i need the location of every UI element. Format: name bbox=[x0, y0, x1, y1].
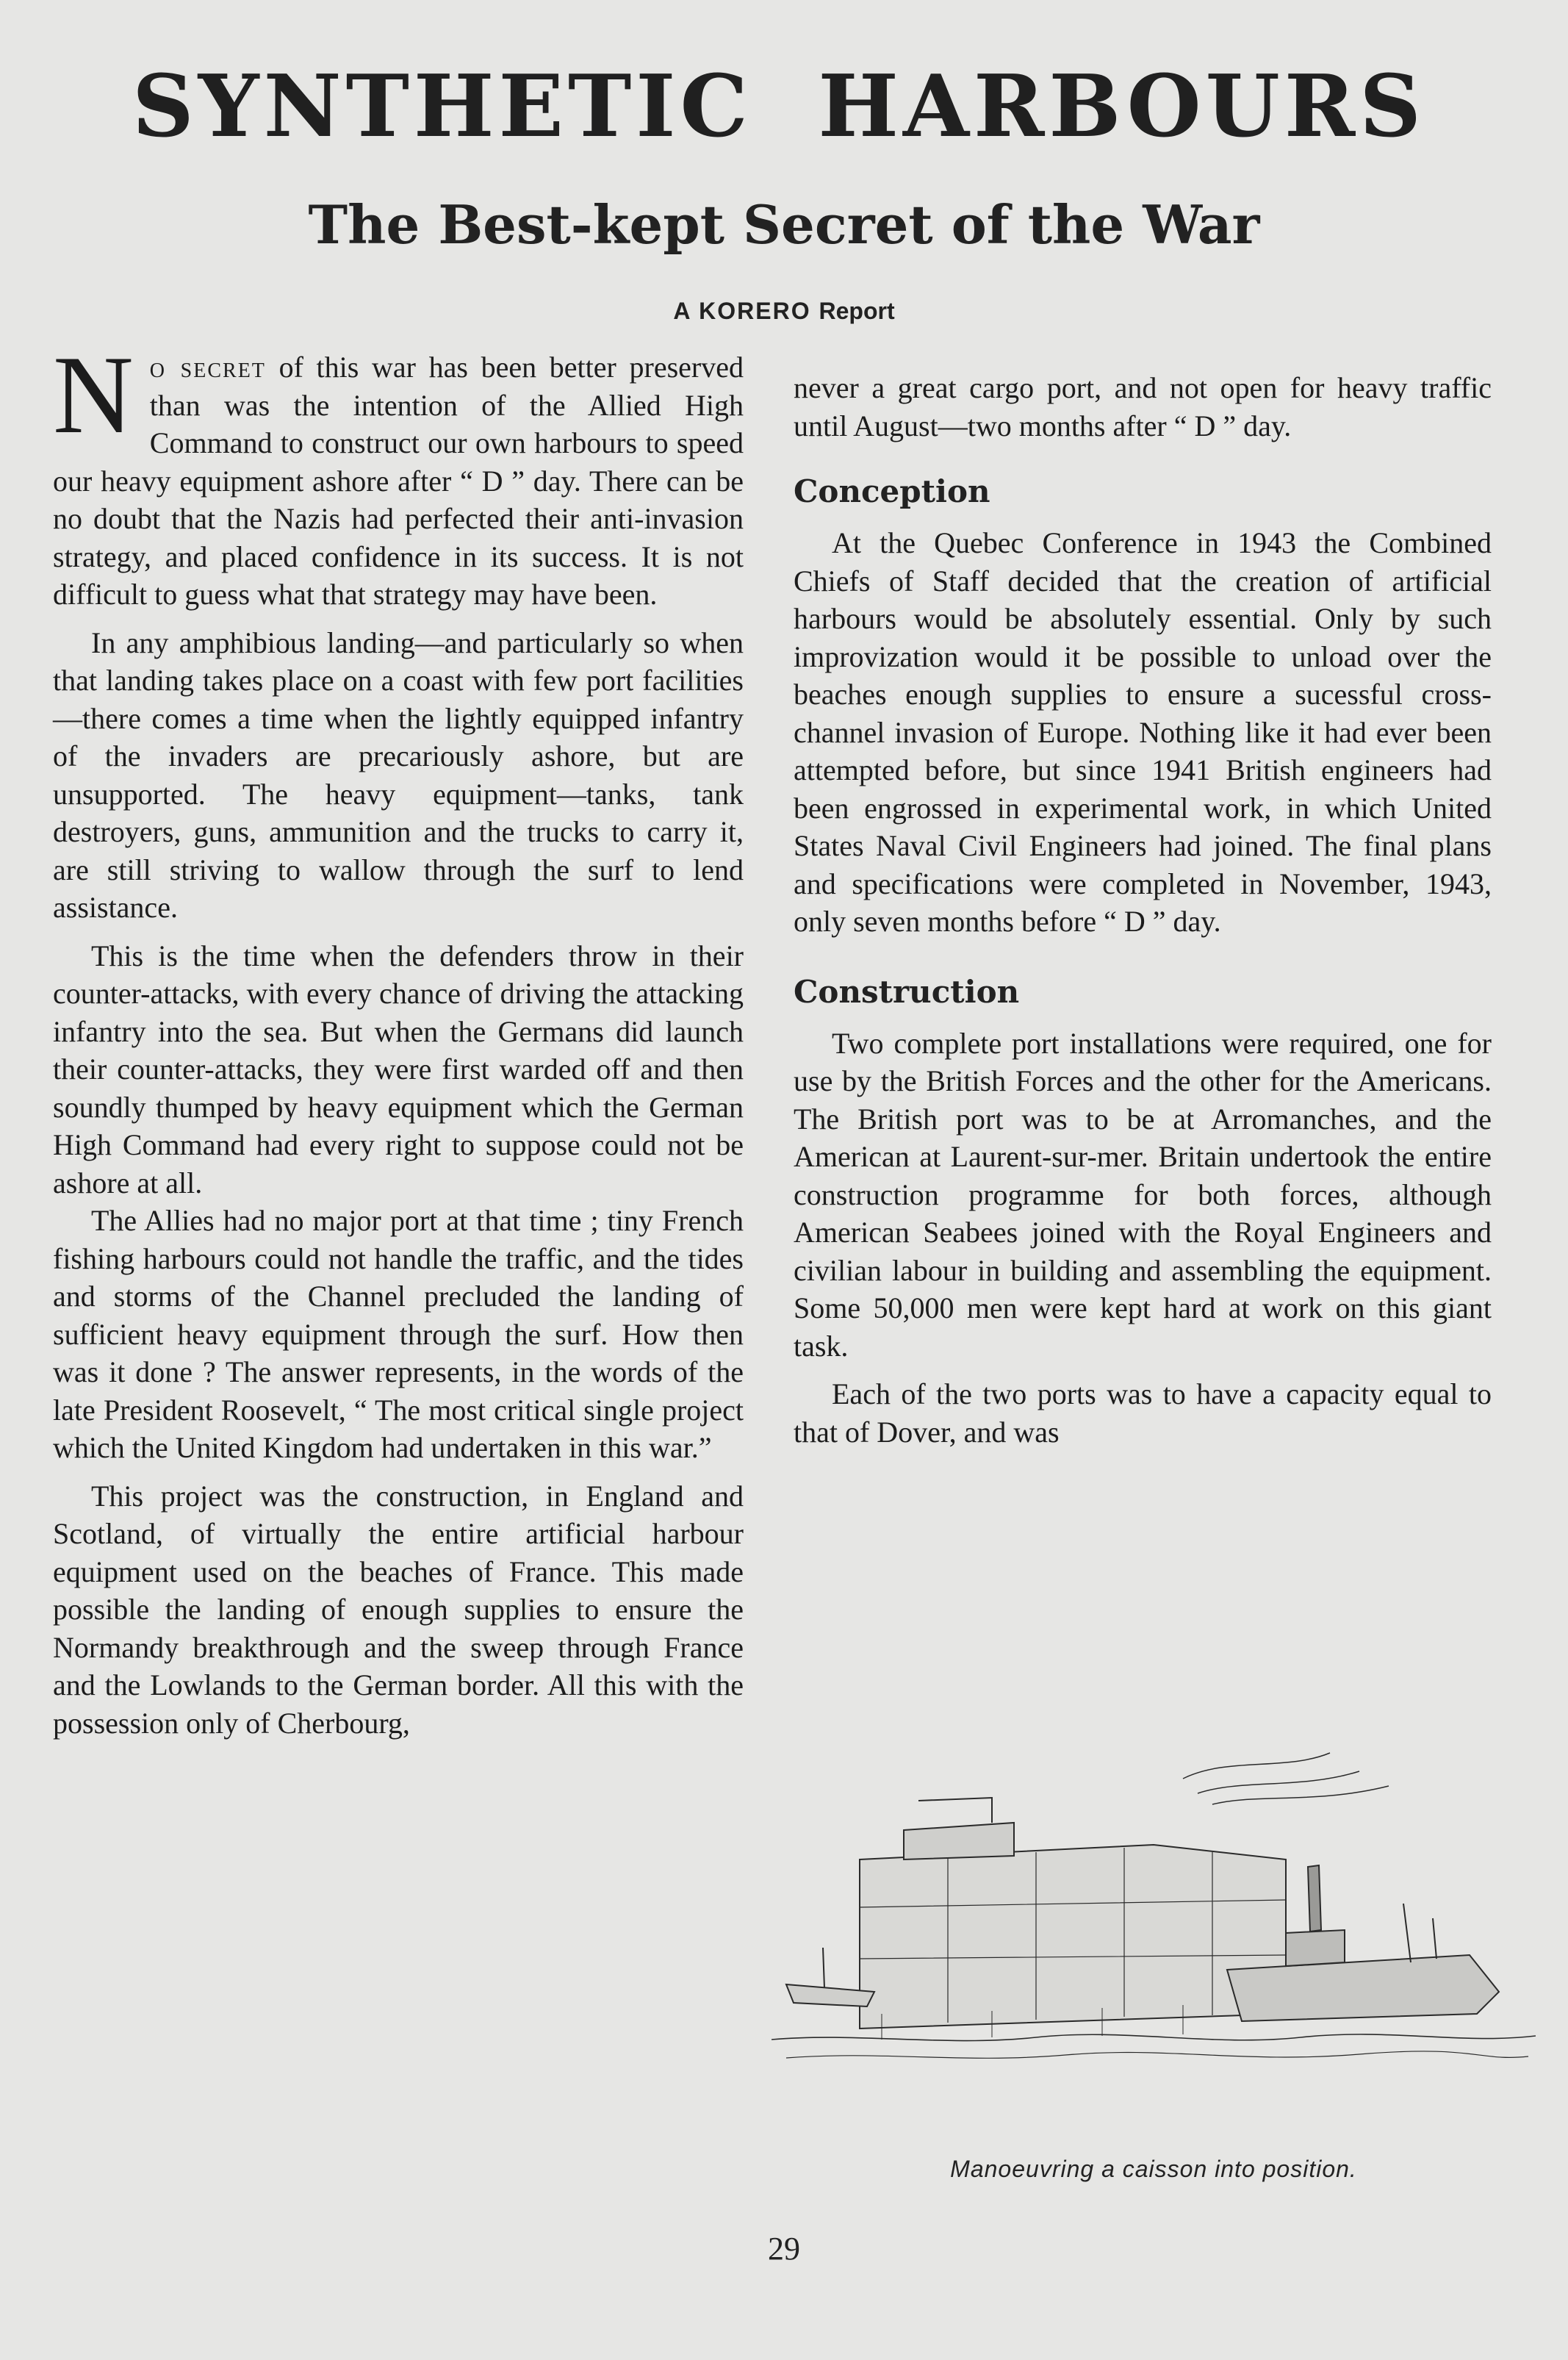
headline-word-2: HARBOURS bbox=[818, 57, 1425, 157]
section-heading-conception: Conception bbox=[794, 473, 990, 509]
right-column bbox=[794, 369, 1492, 1451]
caisson-illustration bbox=[772, 1749, 1536, 2080]
byline-publication: A KORERO bbox=[673, 298, 811, 324]
paragraph: Two complete port installations were required, one for use by the British Forces and the other for the Americans. The British port was to be at Arromanches, and the American at Laurent-sur-mer. Britain undertook the entire construction programme for both forces, although American Seabees joined with the Royal Engineers and civilian labour in building and assembling the equipment. Some 50,000 men were kept hard at work on this giant task. bbox=[794, 1026, 1492, 1363]
paragraph: This is the time when the defenders throw in their counter-attacks, with every chance of driving the attacking infantry into the sea. But when the Germans did launch their counter-attacks, they were first warded off and then soundly thumped by heavy equipment which the German High Command had every right to suppose could not be ashore at all. bbox=[53, 939, 744, 1199]
section-heading-construction: Construction bbox=[794, 973, 1020, 1010]
paragraph: At the Quebec Conference in 1943 the Combined Chiefs of Staff decided that the creation of artificial harbours would be absolutely essential. Only by such improvization would it be possible to unload over the beaches enough supplies to ensure a sucessful cross-channel invasion of Europe. Nothing like it had ever been attempted before, but since 1941 British engineers had been engrossed in experimental work, in which United States Naval Civil Engineers had joined. The final plans and specifications were completed in November, 1943, only seven months before “ D ” day. bbox=[794, 526, 1492, 938]
byline-report: Report bbox=[819, 298, 895, 324]
headline-word-1: SYNTHETIC bbox=[132, 57, 752, 157]
paragraph: The Allies had no major port at that time ; tiny French fishing harbours could not handle the traffic, and the tides and storms of the Channel precluded the landing of sufficient heavy equipment through the surf. How then was it done ? The answer represents, in the words of the late President Roosevelt, “ The most critical single project which the United Kingdom had undertaken in this war.” bbox=[53, 1204, 744, 1464]
intro-text: of this war has been better preserved than was the intention of the Allied High Command to construct our own harbours to speed our heavy equipment ashore after “ D ” day. There can be no doubt that the Nazis had perfected their anti-invasion strategy, and placed confidence in its success. It is not difficult to guess what that strategy may have been. bbox=[53, 351, 744, 611]
paragraph-continued: never a great cargo port, and not open for heavy traffic until August—two months after “ D ” day. bbox=[794, 371, 1492, 442]
headline bbox=[132, 51, 1425, 162]
byline bbox=[0, 293, 1568, 329]
drop-cap: N bbox=[53, 333, 134, 456]
paragraph-intro bbox=[53, 333, 744, 614]
paragraph: This project was the construction, in England and Scotland, of virtually the entire artificial harbour equipment used on the beaches of France. This made possible the landing of enough supplies to ensure the Normandy breakthrough and the sweep through France and the Lowlands to the German border. All this with the possession only of Cherbourg, bbox=[53, 1479, 744, 1740]
paragraph: In any amphibious landing—and particularly so when that landing takes place on a coast with few port facilities—there comes a time when the lightly equipped infantry of the invaders are precariously ashore, but are unsupported. The heavy equipment—tanks, tank destroyers, guns, ammunition and the trucks to carry it, are still striving to wallow through the surf to lend assistance. bbox=[53, 625, 744, 924]
intro-smallcaps: o secret bbox=[149, 351, 266, 384]
page-number: 29 bbox=[768, 2231, 800, 2267]
paragraph: Each of the two ports was to have a capacity equal to that of Dover, and was bbox=[794, 1377, 1492, 1449]
figure-caption: Manoeuvring a caisson into position. bbox=[950, 2156, 1357, 2182]
subheadline: The Best-kept Secret of the War bbox=[308, 193, 1260, 256]
left-column bbox=[53, 333, 744, 1742]
